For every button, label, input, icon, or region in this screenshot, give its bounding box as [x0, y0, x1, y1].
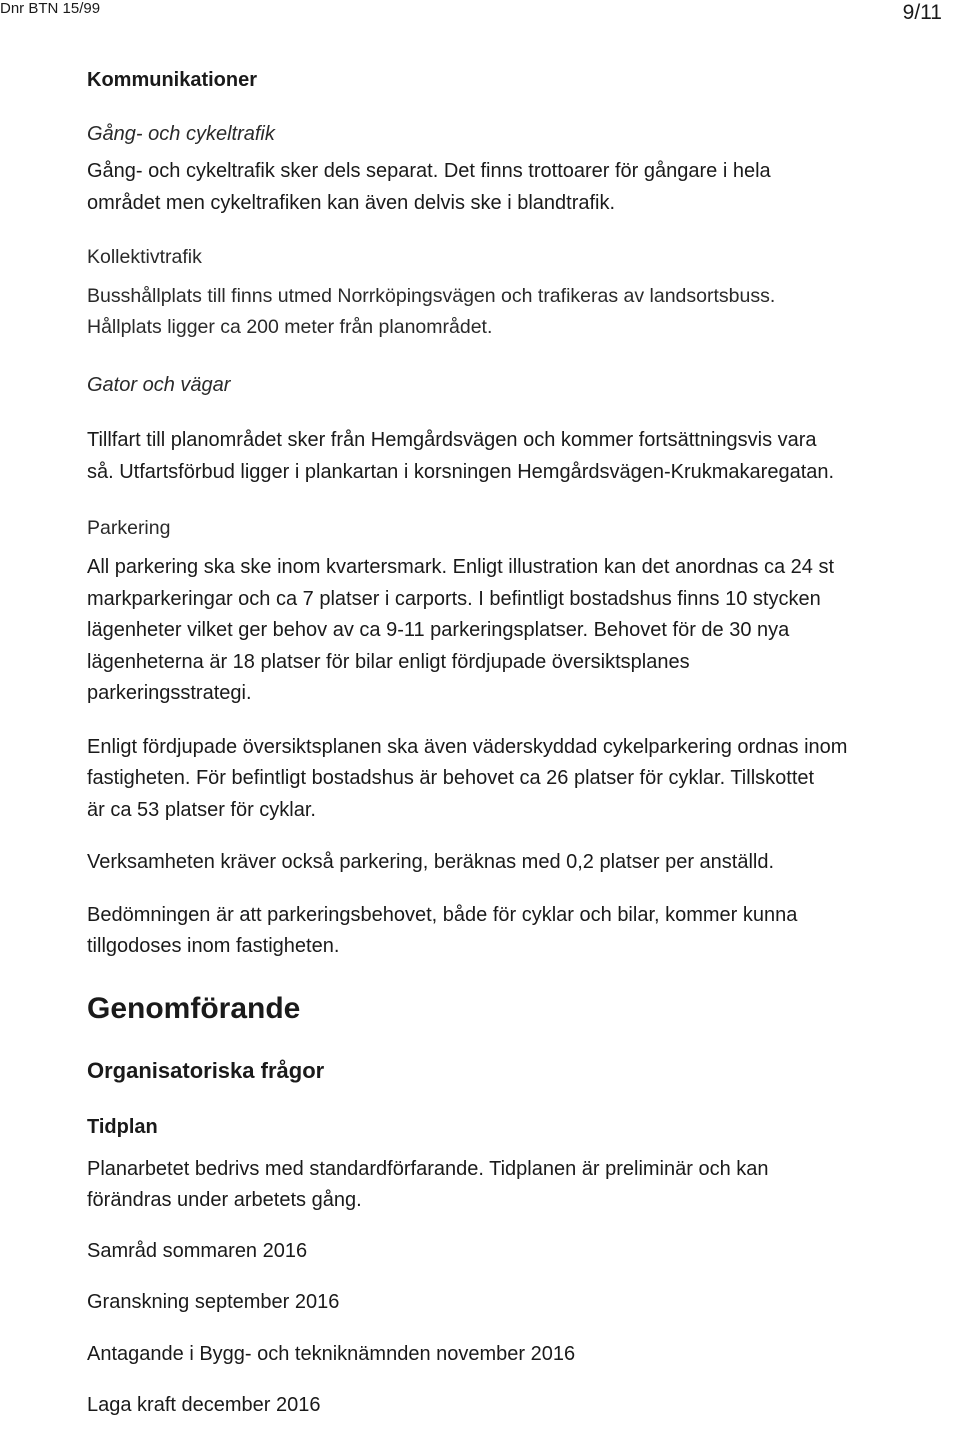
- text-line: förändras under arbetets gång.: [87, 1189, 362, 1211]
- communications-heading: Kommunikationer: [87, 69, 258, 91]
- parking-paragraph-3: [87, 847, 887, 879]
- text-line: Enligt fördjupade översiktsplanen ska även väderskyddad cykelparkering ordnas inom: [87, 735, 848, 758]
- milestone-item: Antagande i Bygg- och tekniknämnden november 2016: [87, 1342, 576, 1365]
- streets-roads-text: [87, 425, 887, 488]
- text-line: Tillfart till planområdet sker från Hemgårdsvägen och kommer fortsättningsvis vara: [87, 429, 817, 451]
- page-content: [87, 64, 887, 1422]
- public-transport-subheading: Kollektivtrafik: [87, 246, 202, 268]
- public-transport-text: [87, 281, 887, 343]
- streets-roads-subheading: Gator och vägar: [87, 374, 231, 396]
- timeplan-heading: Tidplan: [87, 1115, 158, 1138]
- organisational-heading: Organisatoriska frågor: [87, 1057, 325, 1083]
- text-line: Planarbetet bedrivs med standardförfarande. Tidplanen är preliminär och kan: [87, 1157, 769, 1180]
- parking-subheading: Parkering: [87, 517, 171, 539]
- text-line: All parkering ska ske inom kvartersmark. Enligt illustration kan det anordnas ca 24 st: [87, 556, 835, 578]
- text-line: är ca 53 platser för cyklar.: [87, 798, 316, 821]
- text-line: så. Utfartsförbud ligger i plankartan i korsningen Hemgårdsvägen-Krukmakaregatan.: [87, 460, 835, 483]
- text-line: lägenheter vilket ger behov av ca 9-11 parkeringsplatser. Behovet för de 30 nya: [87, 619, 790, 641]
- milestone-item: Samråd sommaren 2016: [87, 1239, 308, 1262]
- implementation-heading: Genomförande: [87, 991, 301, 1025]
- text-line: Verksamheten kräver också parkering, beräknas med 0,2 platser per anställd.: [87, 851, 775, 873]
- text-line: markparkeringar och ca 7 platser i carports. I befintligt bostadshus finns 10 stycken: [87, 587, 821, 610]
- text-line: parkeringsstrategi.: [87, 682, 252, 704]
- milestone-item: Laga kraft december 2016: [87, 1394, 321, 1416]
- text-line: Bedömningen är att parkeringsbehovet, både för cyklar och bilar, kommer kunna: [87, 903, 798, 926]
- text-line: lägenheterna är 18 platser för bilar enligt fördjupade översiktsplanes: [87, 650, 690, 673]
- parking-paragraph-2: [87, 732, 887, 827]
- parking-paragraph-4: [87, 900, 887, 963]
- page-indicator: 9/11: [902, 1, 942, 24]
- parking-paragraph-1: [87, 552, 887, 710]
- document-number: Dnr BTN 15/99: [0, 0, 101, 17]
- text-line: Busshållplats till finns utmed Norrköpingsvägen och trafikeras av landsortsbuss.: [87, 285, 776, 307]
- text-line: Gång- och cykeltrafik sker dels separat. Det finns trottoarer för gångare i hela: [87, 160, 771, 182]
- milestone-item: Granskning september 2016: [87, 1291, 340, 1313]
- timeplan-intro: [87, 1154, 887, 1217]
- walking-cycling-subheading: Gång- och cykeltrafik: [87, 123, 275, 145]
- text-line: tillgodoses inom fastigheten.: [87, 935, 340, 957]
- text-line: Hållplats ligger ca 200 meter från planområdet.: [87, 316, 493, 338]
- text-line: området men cykeltrafiken kan även delvis ske i blandtrafik.: [87, 191, 616, 214]
- text-line: fastigheten. För befintligt bostadshus är behovet ca 26 platser för cyklar. Tillskottet: [87, 767, 815, 789]
- walking-cycling-text: [87, 156, 887, 219]
